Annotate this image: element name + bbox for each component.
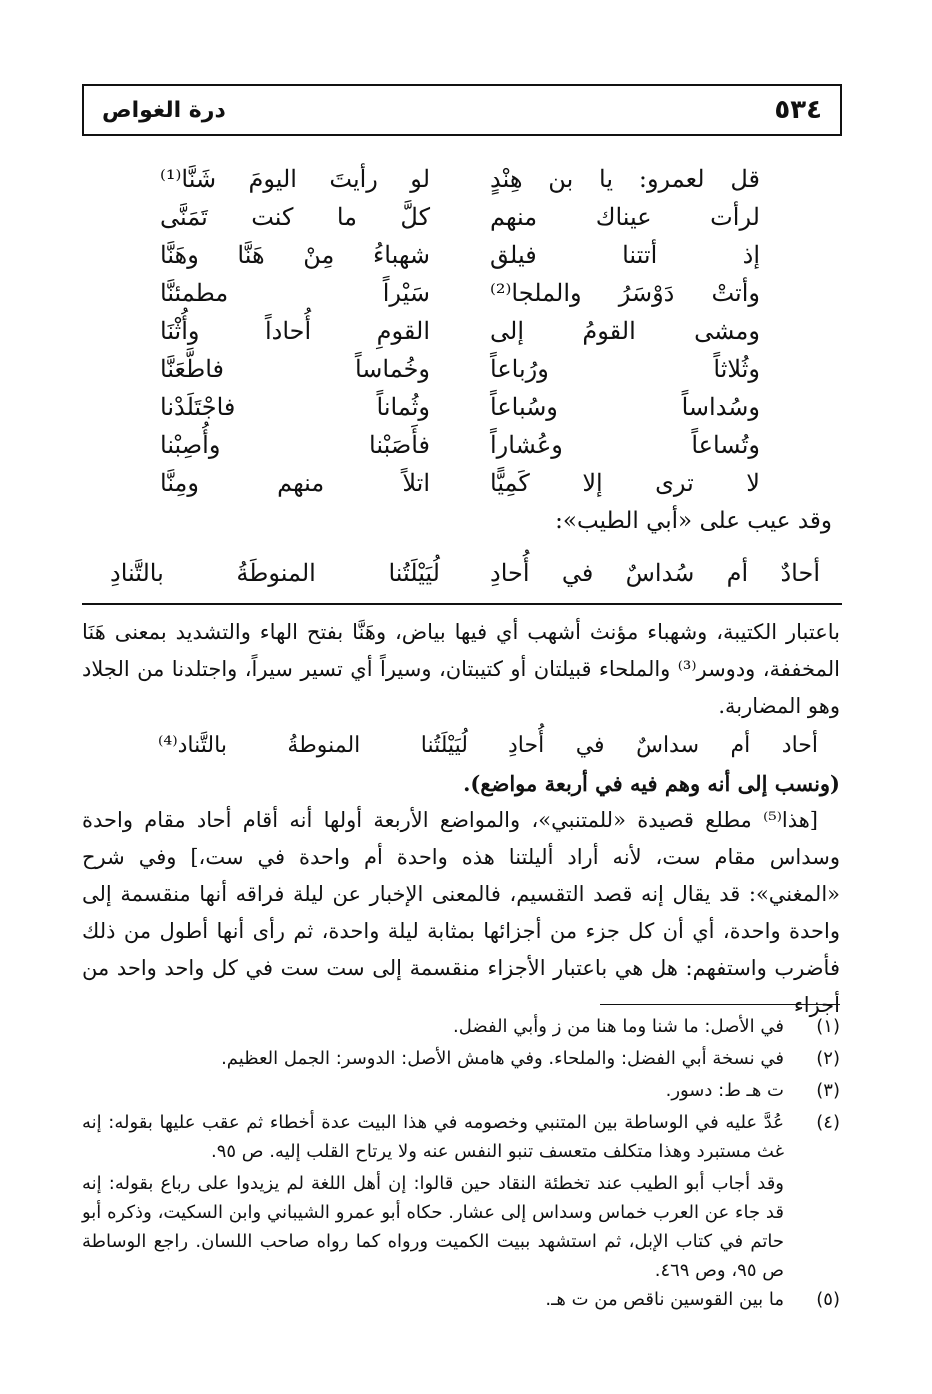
footnote-number: (٤): [816, 1112, 840, 1133]
footnote-text: ما بين القوسين ناقص من ت هـ.: [545, 1289, 784, 1310]
footnote: [82, 1012, 840, 1041]
verse-second-hemistich: شهباءُ مِنْ هَنَّا وهَنَّا: [160, 241, 430, 269]
section-divider: [82, 603, 842, 605]
poem-verse: [160, 388, 760, 426]
commentary-body: [82, 614, 840, 1024]
verse-first-hemistich: لا ترى إلا كَمِيًّا: [490, 469, 760, 497]
footnote: [82, 1285, 840, 1314]
footnote-text: في نسخة أبي الفضل: والملحاء. وفي هامش الأصل: الدوسر: الجمل العظيم.: [221, 1048, 784, 1069]
verse-first-hemistich: قل لعمرو: يا بن هِنْدٍ: [490, 165, 760, 193]
verse-first-hemistich: وسُداساً وسُباعاً: [490, 393, 760, 421]
poem-verse: [160, 464, 760, 502]
verse-second-hemistich: سَيْراً مطمئنَّا: [160, 279, 430, 307]
footnote-text: في الأصل: ما شنا وما هنا من ز وأبي الفضل.: [453, 1016, 784, 1037]
poem-verse: [160, 160, 760, 198]
footnotes: [82, 1012, 840, 1317]
bold-heading-line: (ونسب إلى أنه وهم فيه في أربعة مواضع).: [463, 771, 840, 796]
featured-verse-first-hemistich: أحادٌ أم سُداسٌ في أُحادِ: [490, 559, 820, 587]
footnote-continuation: وقد أجاب أبو الطيب عند تخطئة النقاد حين قالوا: إن أهل اللغة لم يزيدوا على رباع بقوله: إنه قد جاء عن العرب خماس وسداس إلى عشار. حكاه أبو عمرو الشيباني وابن السكيت، وذكره أبو حاتم في كتاب الإبل، ثم استشهد ببيت الكميت ورواه كما رواه صاحب اللسان. راجع الوساطة ص ٩٥، وص ٤٦٩.: [82, 1173, 784, 1281]
footnote: [82, 1076, 840, 1105]
footnote-text: عُدَّ عليه في الوساطة بين المتنبي وخصومه في هذا البيت عدة أخطاء ثم عقب عليها بقوله: إنه غث مستبرد وهذا متكلف متعسف تنبو النفس عنه ولا يرتاح القلب إليه. ص ٩٥.: [82, 1112, 784, 1162]
verse-second-hemistich: لو رأيتَ اليومَ شَنَّا⁽¹⁾: [160, 165, 430, 193]
verse-second-hemistich: فأَصَبْنا وأُصِبْنا: [160, 431, 430, 459]
commentary-paragraph: باعتبار الكتيبة، وشهباء مؤنث أشهب أي فيها بياض، وهَنَّا بفتح الهاء والتشديد بمعنى هَنَا المخففة، ودوسر⁽³⁾ والملحاء قبيلتان أو كتيبتان، وسيراً أي تسير سيراً، واجتلدنا من الجلاد وهو المضاربة.: [82, 620, 840, 718]
footnote-separator: [600, 1004, 840, 1005]
verse-first-hemistich: إذ أتتنا فيلق: [490, 241, 760, 269]
footnote-number: (٥): [816, 1289, 840, 1310]
footnote: [82, 1108, 840, 1166]
verse-second-hemistich: القومِ أُحاداً وأُثْنَا: [160, 317, 430, 345]
footnote-number: (٣): [816, 1080, 840, 1101]
footnote-text: ت هـ ط: دسور.: [665, 1080, 784, 1101]
verse-second-hemistich: وثُماناً فاجْتَلَدْنا: [160, 393, 430, 421]
verse-first-hemistich: وتُساعاً وعُشاراً: [490, 431, 760, 459]
verse-first-hemistich: ومشى القومُ إلى: [490, 317, 760, 345]
footnote: [82, 1044, 840, 1073]
book-title: درة الغواص: [102, 97, 226, 123]
featured-verse: [110, 553, 820, 593]
verse-second-hemistich: كلَّ ما كنت تَمَنَّى: [160, 203, 430, 231]
quoted-verse-first-hemistich: أحاد أم سداسٌ في أُحادِ: [508, 732, 818, 758]
page-number: ٥٣٤: [774, 95, 822, 125]
verse-second-hemistich: وخُماساً فاطَّعَنَّا: [160, 355, 430, 383]
footnote-number: (٢): [816, 1048, 840, 1069]
poem-block: [160, 160, 760, 502]
quoted-verse: [158, 725, 818, 765]
running-header: [82, 84, 842, 136]
featured-verse-second-hemistich: لُيَيْلَتُنا المنوطَةُ بالتَّنادِ: [110, 559, 440, 587]
poem-verse: [160, 350, 760, 388]
commentary-paragraph: [هذا⁽⁵⁾ مطلع قصيدة «للمتنبي»، والمواضع الأربعة أولها أنه أقام أحاد مقام واحدة وسداس مقام ست، لأنه أراد أليلتنا هذه واحدة أم واحدة في ست،] وفي شرح «المغني»: قد يقال إنه قصد التقسيم، فالمعنى الإخبار عن ليلة فراقه أنها منقسمة إلى واحدة واحدة، أي أن كل جزء من أجزائها بمثابة ليلة واحدة، ثم رأى أنها أطول من ذلك فأضرب واستفهم: هل هي باعتبار الأجزاء منقسمة إلى ست ست في كل واحد واحد من أجزاء: [82, 808, 840, 1017]
poem-verse: [160, 198, 760, 236]
poem-verse: [160, 274, 760, 312]
quoted-verse-second-hemistich: لُيَيْلَتُنا المنوطةُ بالتَّناد⁽⁴⁾: [158, 732, 468, 758]
verse-first-hemistich: وأتتْ دَوْسَرُ والملجا⁽²⁾: [490, 279, 760, 307]
verse-second-hemistich: اتلاً منهم ومِنَّا: [160, 469, 430, 497]
verse-first-hemistich: لرأت عيناك منهم: [490, 203, 760, 231]
poem-verse: [160, 426, 760, 464]
poem-verse: [160, 236, 760, 274]
poem-verse: [160, 312, 760, 350]
footnote-number: (١): [816, 1016, 840, 1037]
intro-line: وقد عيب على «أبي الطيب»:: [555, 508, 832, 534]
verse-first-hemistich: وثُلاثاً ورُباعاً: [490, 355, 760, 383]
